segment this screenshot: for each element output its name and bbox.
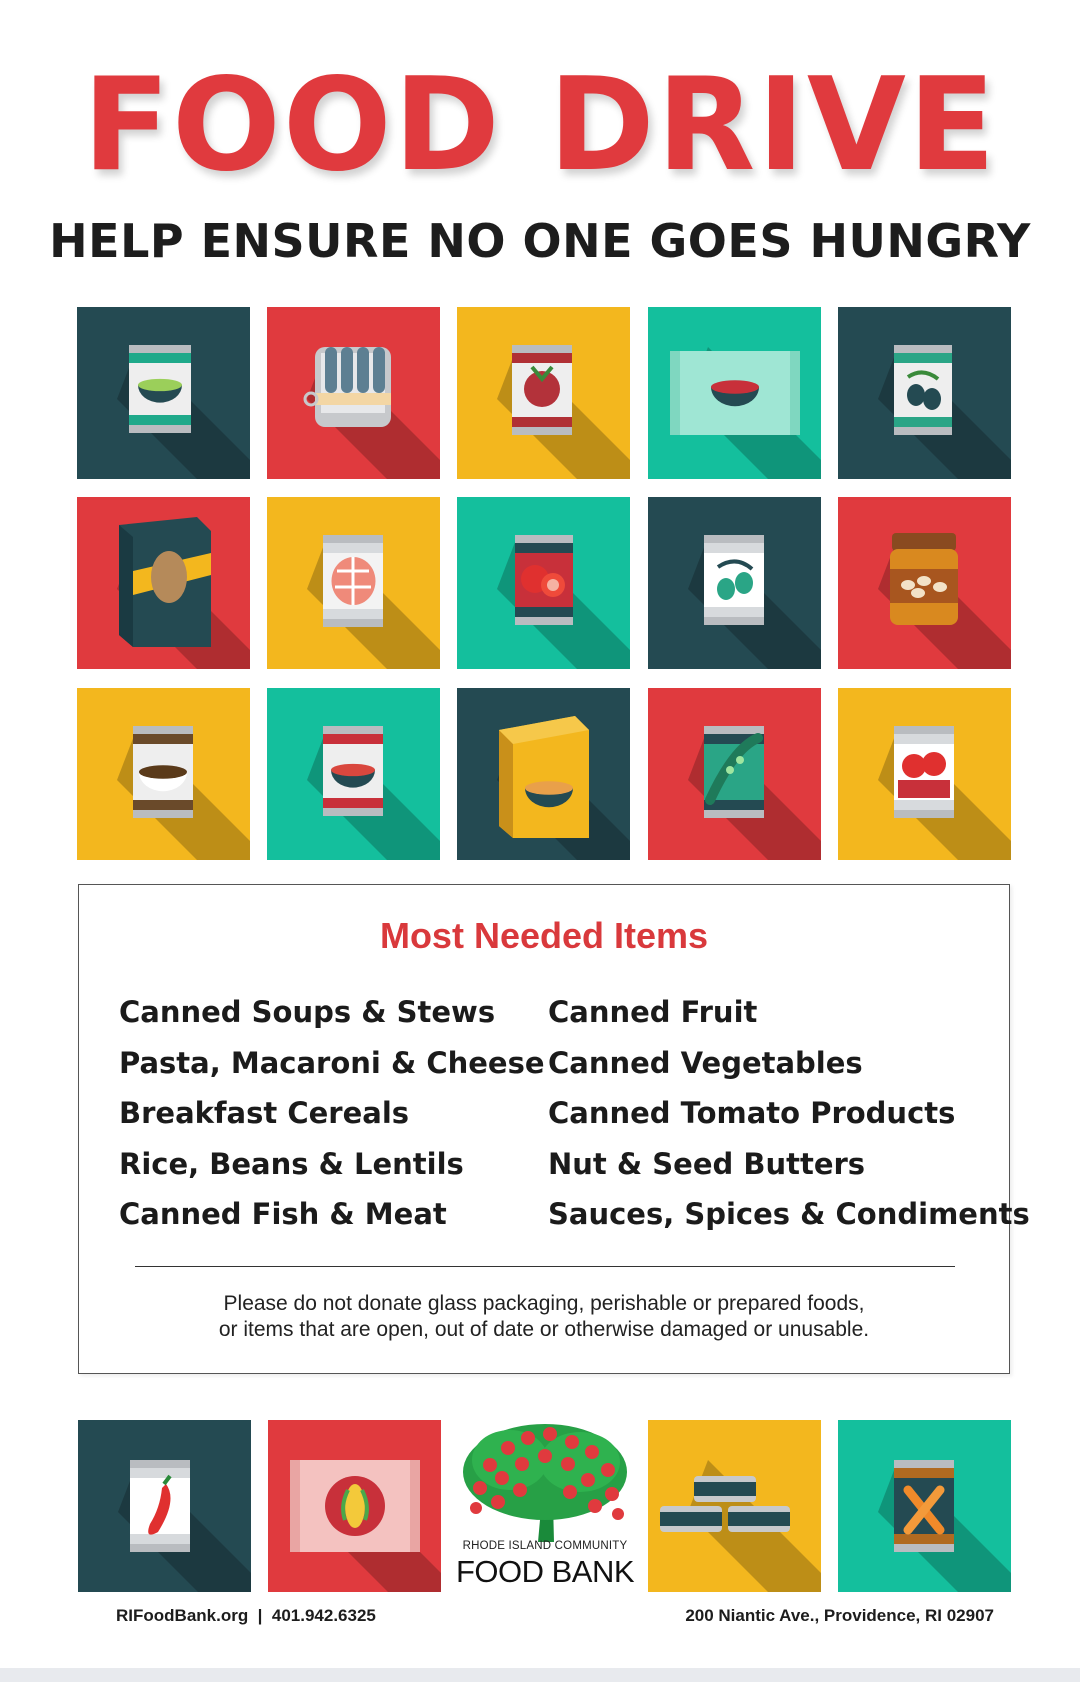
food-tile (78, 1420, 251, 1592)
needed-items-right-column (548, 993, 1030, 1246)
divider-line (135, 1266, 955, 1267)
canned-chili-icon (77, 688, 250, 860)
food-tile (648, 497, 821, 669)
food-tile (267, 688, 440, 860)
canned-carrots-icon (838, 1420, 1011, 1592)
donation-disclaimer (79, 1291, 1009, 1343)
potato-box-icon (77, 497, 250, 669)
canned-tomatoes-icon (457, 497, 630, 669)
needed-item: Canned Tomato Products (548, 1096, 956, 1130)
canned-salmon-icon (267, 497, 440, 669)
page-bottom-edge (0, 1668, 1080, 1682)
canned-beets-icon (457, 307, 630, 479)
bag-of-corn-icon (268, 1420, 441, 1592)
most-needed-items-box (78, 884, 1030, 1374)
food-tile (648, 307, 821, 479)
needed-item: Rice, Beans & Lentils (119, 1146, 464, 1181)
poster-subtitle: HELP ENSURE NO ONE GOES HUNGRY (49, 214, 1031, 268)
canned-olives-icon (838, 307, 1011, 479)
canned-soup-icon (77, 307, 250, 479)
sardine-tin-icon (267, 307, 440, 479)
jar-of-nuts-icon (838, 497, 1011, 669)
food-tile (267, 307, 440, 479)
canned-olives-green-icon (648, 497, 821, 669)
canned-pepper-icon (78, 1420, 251, 1592)
tree-logo-icon (450, 1420, 640, 1545)
food-tile (648, 688, 821, 860)
food-tile (457, 307, 630, 479)
needed-item: Breakfast Cereals (119, 1096, 410, 1130)
stacked-tuna-cans-icon (648, 1420, 821, 1592)
needed-item: Sauces, Spices & Condiments (548, 1197, 1030, 1231)
most-needed-title: Most Needed Items (379, 915, 709, 956)
food-tile (838, 1420, 1011, 1592)
food-tile (77, 688, 250, 860)
food-tile (268, 1420, 441, 1592)
cereal-box-icon (457, 688, 630, 860)
needed-item: Canned Vegetables (548, 1045, 863, 1080)
canned-tomato-sauce-icon (838, 688, 1011, 860)
bag-of-beans-icon (648, 307, 821, 479)
needed-item: Canned Fish & Meat (119, 1197, 447, 1231)
food-tile (838, 307, 1011, 479)
food-tile (77, 497, 250, 669)
needed-item: Nut & Seed Butters (548, 1146, 866, 1181)
food-tile (267, 497, 440, 669)
disclaimer-line-1: Please do not donate glass packaging, perishable or prepared foods, (223, 1292, 865, 1315)
needed-item: Pasta, Macaroni & Cheese (119, 1045, 545, 1080)
footer-contact: RIFoodBank.org | 401.942.6325 (116, 1606, 376, 1625)
canned-peas-icon (648, 688, 821, 860)
needed-item: Canned Soups & Stews (119, 995, 496, 1029)
logo-name: FOOD BANK (455, 1554, 635, 1589)
disclaimer-line-2: or items that are open, out of date or otherwise damaged or unusable. (218, 1318, 870, 1341)
needed-items-left-column (119, 993, 545, 1246)
canned-stew-icon (267, 688, 440, 860)
food-tile (457, 688, 630, 860)
footer-address: 200 Niantic Ave., Providence, RI 02907 (685, 1606, 994, 1625)
food-bank-logo (450, 1420, 640, 1598)
food-tile (838, 497, 1011, 669)
food-tile (838, 688, 1011, 860)
food-tile (457, 497, 630, 669)
food-tile (77, 307, 250, 479)
needed-item: Canned Fruit (548, 995, 758, 1029)
food-tile (648, 1420, 821, 1592)
poster-title: FOOD DRIVE (82, 51, 998, 200)
logo-tagline: RHODE ISLAND COMMUNITY (462, 1540, 628, 1552)
